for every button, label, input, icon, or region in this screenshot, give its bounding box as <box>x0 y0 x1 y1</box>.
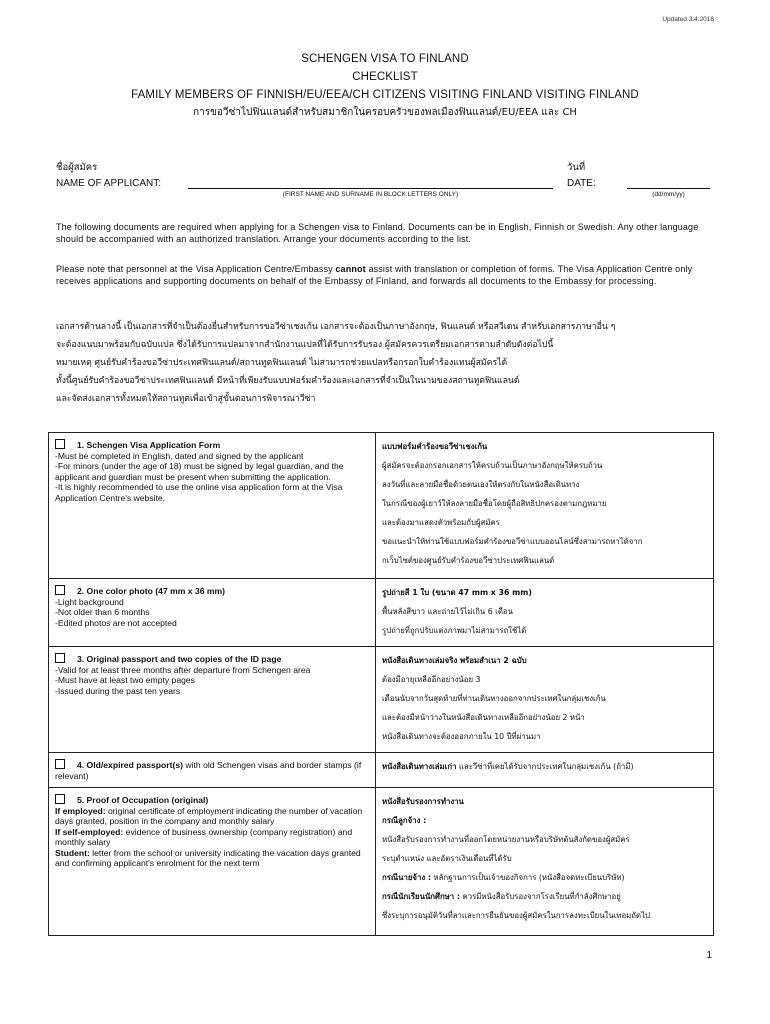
checklist-row <box>49 579 714 647</box>
item-1-thai: แบบฟอร์มคำร้องขอวีซ่าเชงเก้น ผู้สมัครจะต้องกรอกเอกสารให้ครบถ้วนเป็นภาษาอังกฤษให้ครบถ้วน ลงวันที่และลายมือชื่อด้วยตนเองให้ตรงกับในหนังสือเดินทาง ในกรณีของผู้เยาว์ให้ลงลายมือชื่อโดยผู้ถือสิทธิปกครองตามกฎหมาย และต้องมาแสดงตัวพร้อมกับผู้สมัคร ขอแนะนำให้ท่านใช้แบบฟอร์มคำร้องขอวีซ่าแบบออนไลน์ซึ่งสามารถหาได้จาก กเว็บไซต์ของศูนย์รับคำร้องขอวีซ่าประเทศฟินแลนด์ <box>376 433 714 579</box>
item-3-english: 3. Original passport and two copies of the ID page -Valid for at least three months after departure from Schengen area -Must have at least two empty pages -Issued during the past ten years <box>49 647 376 753</box>
checkbox[interactable] <box>55 585 65 595</box>
item-2-english: 2. One color photo (47 mm x 36 mm) -Light background -Not older than 6 months -Edited photos are not accepted <box>49 579 376 647</box>
checkbox[interactable] <box>55 439 65 449</box>
checkbox[interactable] <box>55 653 65 663</box>
checklist-row <box>49 647 714 753</box>
item-4-thai: หนังสือเดินทางเล่มเก่า และวีซ่าที่เคยได้รับจากประเทศในกลุ่มเชงเก้น (ถ้ามี) <box>376 753 714 788</box>
intro-thai-line: ทั้งนี้ศูนย์รับคำร้องขอวีซ่าประเทศฟินแลนด์ มีหน้าที่เพียงรับแบบฟอร์มคำร้องและเอกสารที่จำเป็นในนามของสถานทูตฟินแลนด์ <box>56 376 520 386</box>
intro-paragraph-1: The following documents are required when applying for a Schengen visa to Finland. Documents can be in English, Finnish or Swedish. Any other language should be accompanied with an authorized translation. Arrange your documents according to the list. <box>56 222 699 244</box>
item-1-english: 1. Schengen Visa Application Form -Must be completed in English, dated and signed by the applicant -For minors (under the age of 18) must be signed by legal guardian, and the applicant and guardian must be present when submitting the application. -It is highly recommended to use the online visa application form at the Visa Application Centre's website. <box>49 433 376 579</box>
intro-thai-line: จะต้องแนบมาพร้อมกับฉบับแปล ซึ่งได้รับการแปลมาจากสำนักงานแปลที่ได้รับการรับรอง ผู้สมัครควรเตรียมเอกสารตามลำดับดังต่อไปนี้ <box>56 340 554 350</box>
applicant-section <box>56 160 716 210</box>
document-title-block <box>40 50 730 122</box>
intro-thai-line: หมายเหตุ ศูนย์รับคำร้องขอวีซ่าประเทศฟินแลนด์/สถานทูตฟินแลนด์ ไม่สามารถช่วยแปลหรือกรอกใบคำร้องแทนผู้สมัครได้ <box>56 358 508 368</box>
item-5-english: 5. Proof of Occupation (original) If employed: original certificate of employment indicating the number of vacation days granted, position in the company and monthly salary If self-employed: evidence of business ownership (company registration) and monthly salary Student: letter from the school or university indicating the vacation days granted and confirming applicant's enrolment for the next term <box>49 788 376 936</box>
date-thai-label: วันที่ <box>567 162 586 173</box>
applicant-name-field[interactable] <box>188 188 553 189</box>
item-2-thai: รูปถ่ายสี 1 ใบ (ขนาด 47 mm x 36 mm) พื้นหลังสีขาว และถ่ายไว้ไม่เกิน 6 เดือน รูปถ่ายที่ถูกปรับแต่งภาพมาไม่สามารถใช้ได้ <box>376 579 714 647</box>
intro-thai-line: เอกสารด้านล่างนี้ เป็นเอกสารที่จำเป็นต้องยื่นสำหรับการขอวีซ่าเชงเก้น เอกสารจะต้องเป็นภาษาอังกฤษ, ฟินแลนด์ หรือสวีเดน สำหรับเอกสารภาษาอื่น ๆ <box>56 322 616 332</box>
title-line-3: FAMILY MEMBERS OF FINNISH/EU/EEA/CH CITIZENS VISITING FINLAND VISITING FINLAND <box>131 89 639 101</box>
checklist-row <box>49 788 714 936</box>
checklist-table <box>48 432 714 936</box>
title-line-2: CHECKLIST <box>352 71 418 83</box>
title-line-1: SCHENGEN VISA TO FINLAND <box>301 53 469 65</box>
cannot-emphasis: cannot <box>335 264 366 274</box>
updated-date: Updated 3.4.2018 <box>662 16 714 23</box>
date-field[interactable] <box>627 188 710 189</box>
intro-thai-line: และจัดส่งเอกสารทั้งหมดให้สถานทูตเพื่อเข้าสู่ขั้นตอนการพิจารณาวีซ่า <box>56 394 316 404</box>
checkbox[interactable] <box>55 794 65 804</box>
date-hint: (dd/mm/yy) <box>652 191 685 198</box>
checkbox[interactable] <box>55 759 65 769</box>
intro-thai-paragraph <box>56 318 716 408</box>
date-label: DATE: <box>567 178 596 189</box>
item-5-thai: หนังสือรับรองการทำงาน กรณีลูกจ้าง : หนังสือรับรองการทำงานที่ออกโดยหน่วยงานหรือบริษัทต้นสังกัดของผู้สมัคร ระบุตำแหน่ง และอัตราเงินเดือนที่ได้รับ กรณีนายจ้าง : หลักฐานการเป็นเจ้าของกิจการ (หนังสือจดทะเบียนบริษัท) กรณีนักเรียนนักศึกษา : ควรมีหนังสือรับรองจากโรงเรียนที่กำลังศึกษาอยู่ ซึ่งระบุการอนุมัติวันที่ลาและการยืนยันของผู้สมัครในการลงทะเบียนในเทอมถัดไป <box>376 788 714 936</box>
applicant-name-label: NAME OF APPLICANT: <box>56 178 162 189</box>
checklist-row <box>49 433 714 579</box>
page-number: 1 <box>706 950 712 961</box>
applicant-name-thai-label: ชื่อผู้สมัคร <box>56 162 98 173</box>
applicant-name-hint: (FIRST NAME AND SURNAME IN BLOCK LETTERS ONLY) <box>282 191 459 198</box>
intro-paragraph-2: Please note that personnel at the Visa Application Centre/Embassy cannot assist with translation or completion of forms. The Visa Application Centre only receives applications and supporting documents on behalf of the Embassy of Finland, and forwards all documents to the Embassy for processing. <box>56 264 693 286</box>
item-3-thai: หนังสือเดินทางเล่มจริง พร้อมสำเนา 2 ฉบับ ต้องมีอายุเหลืออีกอย่างน้อย 3 เดือนนับจากวันสุดท้ายที่ท่านเดินทางออกจากประเทศในกลุ่มเชงเก้น และต้องมีหน้าว่างในหนังสือเดินทางเหลืออีกอย่างน้อย 2 หน้า หนังสือเดินทางจะต้องออกภายใน 10 ปีที่ผ่านมา <box>376 647 714 753</box>
item-4-english: 4. Old/expired passport(s) with old Schengen visas and border stamps (if relevant) <box>49 753 376 788</box>
checklist-row <box>49 753 714 788</box>
title-thai: การขอวีซ่าไปฟินแลนด์สำหรับสมาชิกในครอบครัวของพลเมืองฟินแลนด์/EU/EEA และ CH <box>193 107 577 118</box>
